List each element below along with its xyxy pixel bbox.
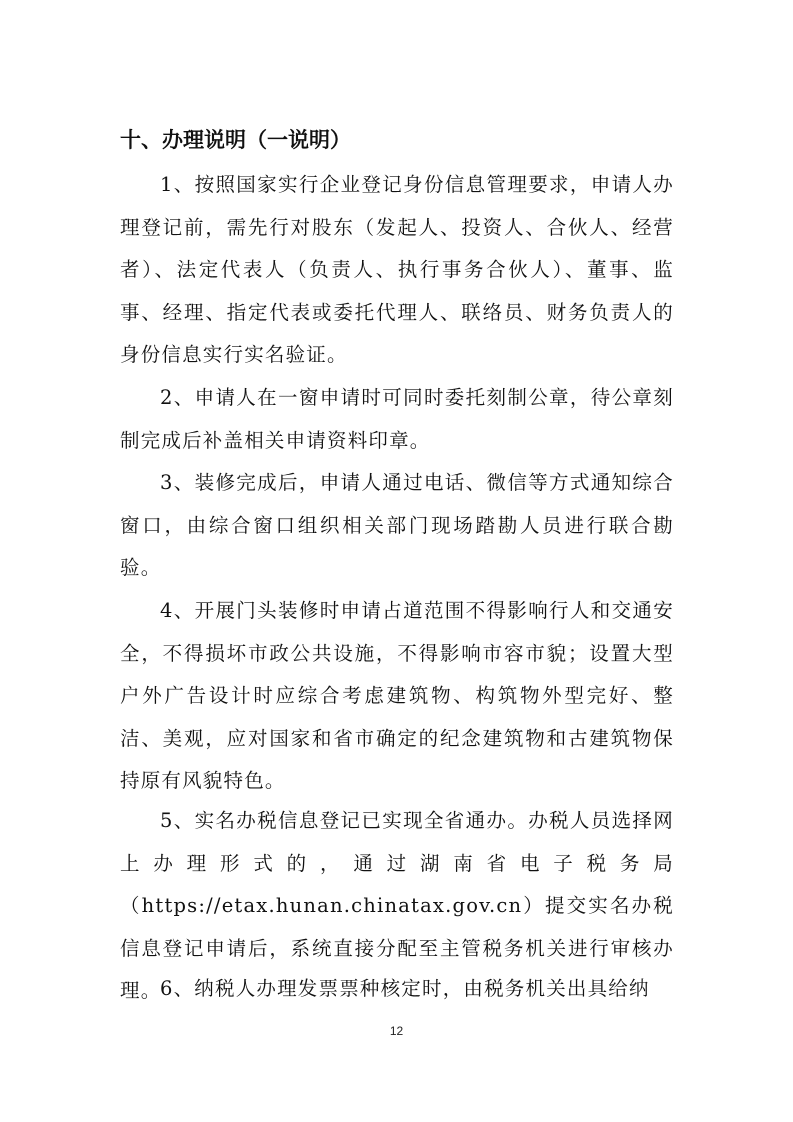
- paragraph-3: 3、装修完成后，申请人通过电话、微信等方式通知综合窗口，由综合窗口组织相关部门现场踏勘人员进行联合勘验。: [120, 471, 674, 579]
- page-number: 12: [389, 1024, 404, 1038]
- paragraph-4: 4、开展门头装修时申请占道范围不得影响行人和交通安全，不得损坏市政公共设施，不得影响市容市貌；设置大型户外广告设计时应综合考虑建筑物、构筑物外型完好、整洁、美观，应对国家和省市确定的纪念建筑物和古建筑物保持原有风貌特色。: [120, 599, 674, 792]
- section-heading: 十、办理说明（一说明）: [120, 128, 351, 152]
- paragraph-6: 6、纳税人办理发票票种核定时，由税务机关出具给纳: [160, 977, 650, 1000]
- paragraph-5: 5、实名办税信息登记已实现全省通办。办税人员选择网上办理形式的，通过湖南省电子税务局（https://etax.hunan.chinatax.gov.cn）提交实名办税信息登记申请后，系统直接分配至主管税务机关进行审核办理。: [120, 809, 674, 1002]
- paragraph-1: 1、按照国家实行企业登记身份信息管理要求，申请人办理登记前，需先行对股东（发起人、投资人、合伙人、经营者）、法定代表人（负责人、执行事务合伙人）、董事、监事、经理、指定代表或委托代理人、联络员、财务负责人的身份信息实行实名验证。: [120, 173, 674, 366]
- paragraph-2: 2、申请人在一窗申请时可同时委托刻制公章，待公章刻制完成后补盖相关申请资料印章。: [120, 386, 674, 452]
